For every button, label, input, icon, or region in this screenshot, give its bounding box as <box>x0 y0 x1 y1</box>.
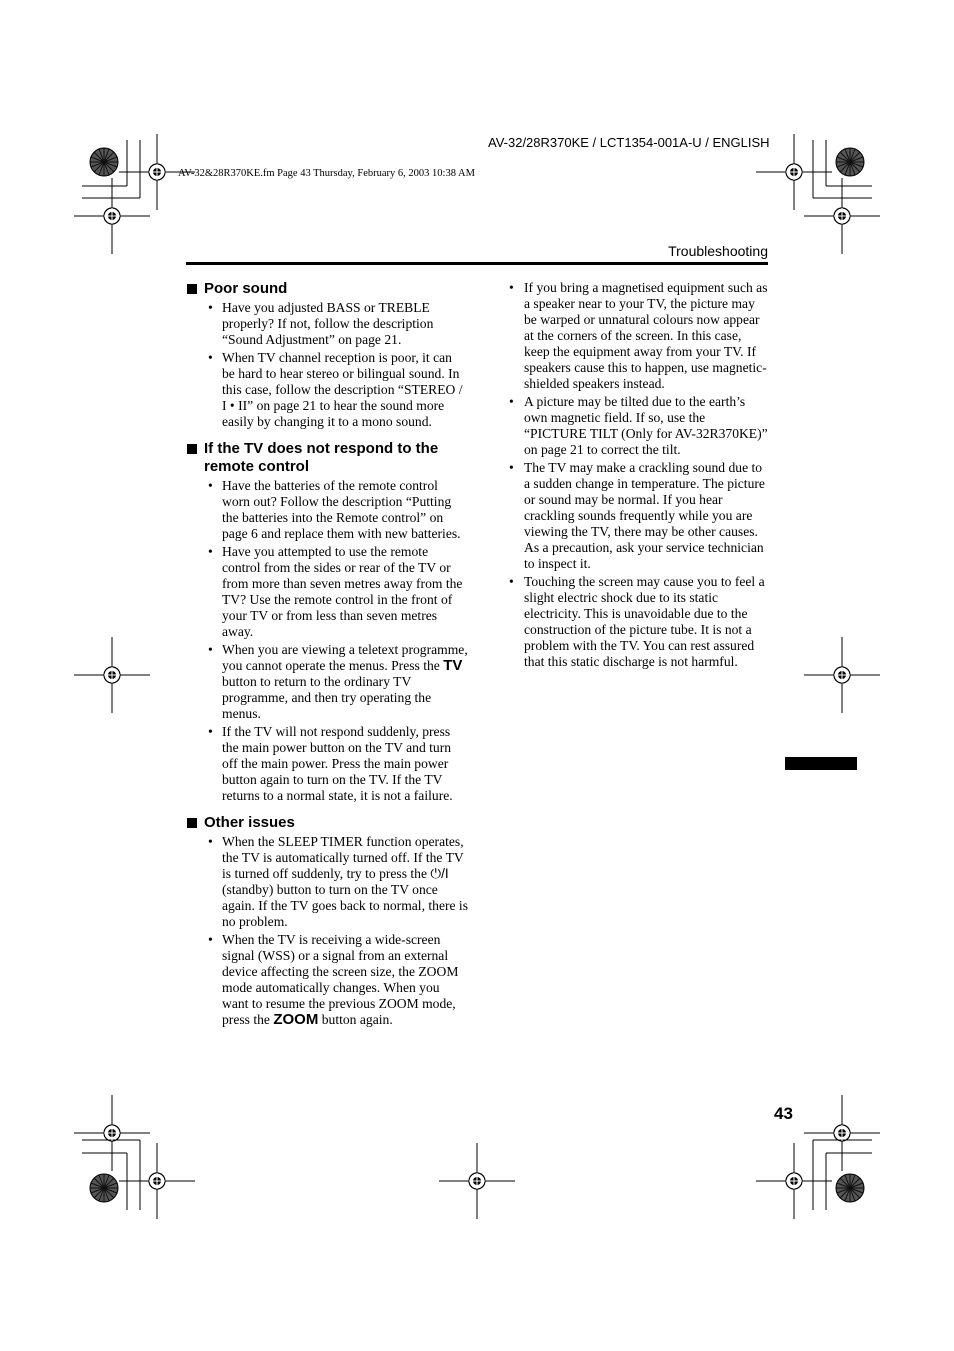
square-bullet-icon <box>187 284 197 294</box>
list-item <box>186 724 468 804</box>
list-item <box>186 478 468 542</box>
bullet: • <box>509 460 514 475</box>
right-column <box>508 280 770 672</box>
crop-mark-top-left <box>74 134 195 254</box>
list-item <box>186 834 468 930</box>
square-bullet-icon <box>187 818 197 828</box>
other-issues-list <box>186 834 468 1028</box>
file-info: AV-32&28R370KE.fm Page 43 Thursday, February 6, 2003 10:38 AM <box>178 168 475 179</box>
bullet: • <box>208 724 213 739</box>
section-title: Troubleshooting <box>668 243 768 259</box>
bullet: • <box>208 350 213 365</box>
bullet: • <box>208 642 213 657</box>
item-text-after: button again. <box>318 1012 393 1027</box>
bullet: • <box>509 280 514 295</box>
heading-text: Other issues <box>204 814 295 831</box>
list-item <box>186 932 468 1028</box>
heading-remote-control <box>186 440 468 476</box>
list-item <box>186 350 468 430</box>
item-text: When TV channel reception is poor, it can be hard to hear stereo or bilingual sound. In this case, follow the description “STEREO / I • II” on page 21 to hear the sound more easily by changing it to a mono sound. <box>222 350 463 429</box>
item-text: Have you attempted to use the remote control from the sides or rear of the TV or from more than seven metres away from the TV? Use the remote control in the front of your TV or from less than seven metres away. <box>222 544 463 639</box>
bullet: • <box>208 932 213 947</box>
square-bullet-icon <box>187 444 197 454</box>
header-rule <box>186 262 768 265</box>
item-text: If you bring a magnetised equipment such as a speaker near to your TV, the picture may be warped or unnatural colours now appear at the corners of the screen. In this case, keep the equipment away from your TV. If speakers cause this to happen, use magnetic-shielded speakers instead. <box>524 280 768 391</box>
poor-sound-list <box>186 300 468 430</box>
item-text-before: When you are viewing a teletext programme, you cannot operate the menus. Press the <box>222 642 468 673</box>
zoom-button-label: ZOOM <box>273 1011 319 1028</box>
heading-text: If the TV does not respond to the remote control <box>204 440 439 475</box>
list-item <box>186 300 468 348</box>
item-text-after: (standby) button to turn on the TV once again. If the TV goes back to normal, there is no problem. <box>222 882 469 929</box>
bullet: • <box>208 544 213 559</box>
heading-other-issues <box>186 814 468 832</box>
registration-mark-bottom-center <box>439 1143 515 1219</box>
item-text: Have you adjusted BASS or TREBLE properly? If not, follow the description “Sound Adjustment” on page 21. <box>222 300 434 347</box>
page-number: 43 <box>774 1104 793 1123</box>
item-text: The TV may make a crackling sound due to a sudden change in temperature. The picture or sound may be normal. If you hear crackling sounds frequently while you are viewing the TV, there may be other causes. As a precaution, ask your service technician to inspect it. <box>524 460 765 571</box>
standby-icon: ⏻/I <box>430 866 449 881</box>
tv-button-label: TV <box>443 657 463 674</box>
item-text: A picture may be tilted due to the earth’s own magnetic field. If so, use the “PICTURE TILT (Only for AV-32R370KE)” on page 21 to correct the tilt. <box>524 394 768 457</box>
item-text: Touching the screen may cause you to feel a slight electric shock due to its static electricity. This is unavoidable due to the construction of the picture tube. It is not a problem with the TV. You can rest assured that this static discharge is not harmful. <box>524 574 765 669</box>
registration-mark-right <box>804 637 880 713</box>
section-tab <box>785 757 857 770</box>
heading-text: Poor sound <box>204 280 288 297</box>
bullet: • <box>509 394 514 409</box>
bullet: • <box>208 478 213 493</box>
registration-mark-left <box>74 637 150 713</box>
crop-mark-bottom-left <box>74 1095 195 1219</box>
crop-mark-top-right <box>756 134 880 254</box>
item-text: If the TV will not respond suddenly, press the main power button on the TV and turn off the main power. Press the main power button again to turn on the TV. If the TV returns to a normal state, it is not a failure. <box>222 724 453 803</box>
left-column <box>186 280 468 1030</box>
item-text-before: When the TV is receiving a wide-screen signal (WSS) or a signal from an external device affecting the screen size, the ZOOM mode automatically changes. When you want to resume the previous ZOOM mode, press the <box>222 932 459 1027</box>
heading-poor-sound <box>186 280 468 298</box>
item-text-before: When the SLEEP TIMER function operates, the TV is automatically turned off. If the TV is turned off suddenly, try to press the <box>222 834 464 881</box>
list-item <box>508 394 770 458</box>
list-item <box>508 574 770 670</box>
list-item <box>508 280 770 392</box>
item-text-after: button to return to the ordinary TV programme, and then try operating the menus. <box>222 674 432 721</box>
bullet: • <box>208 300 213 315</box>
bullet: • <box>208 834 213 849</box>
remote-control-list <box>186 478 468 804</box>
bullet: • <box>509 574 514 589</box>
document-id: AV-32/28R370KE / LCT1354-001A-U / ENGLISH <box>488 135 770 150</box>
item-text: Have the batteries of the remote control worn out? Follow the description “Putting the batteries into the Remote control” on page 6 and replace them with new batteries. <box>222 478 461 541</box>
list-item <box>186 642 468 722</box>
other-issues-list-continued <box>508 280 770 670</box>
list-item <box>186 544 468 640</box>
list-item <box>508 460 770 572</box>
